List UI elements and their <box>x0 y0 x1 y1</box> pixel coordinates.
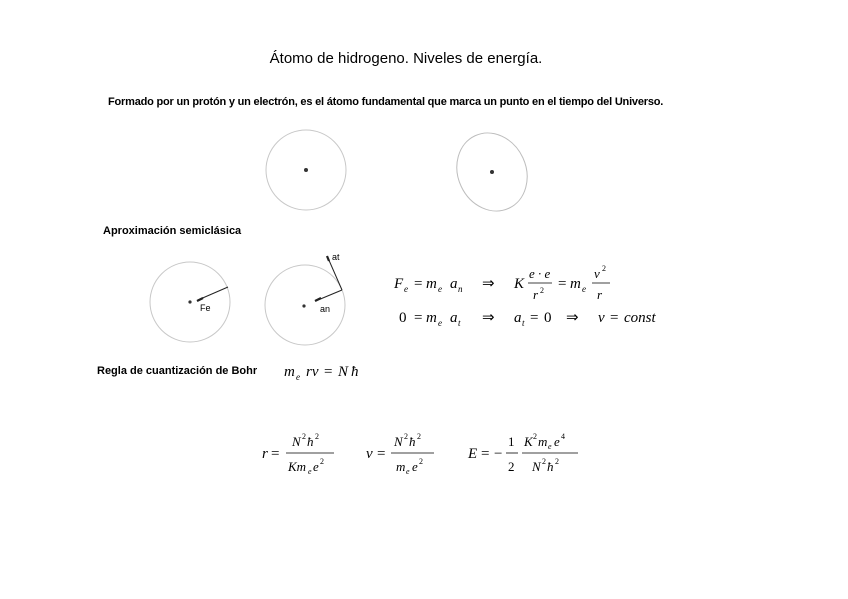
svg-text:2: 2 <box>417 432 421 441</box>
svg-text:a: a <box>450 276 458 292</box>
svg-text:N: N <box>394 434 403 449</box>
svg-text:e: e <box>406 467 410 476</box>
svg-text:=: = <box>481 446 490 462</box>
svg-text:m: m <box>538 434 548 449</box>
section-semiclassical: Aproximación semiclásica <box>103 225 242 237</box>
intro-text: Formado por un protón y un electrón, es el átomo fundamental que marca un punto en el tiempo del Universo. <box>108 96 664 108</box>
svg-text:e · e: e · e <box>529 266 551 281</box>
force-arrow <box>197 298 203 301</box>
svg-text:a: a <box>514 310 522 326</box>
svg-text:⇒: ⇒ <box>482 310 495 326</box>
normal-accel-vector <box>318 290 342 300</box>
svg-text:v: v <box>598 310 605 326</box>
label-tangential-accel: at <box>332 252 340 262</box>
svg-text:t: t <box>458 318 461 328</box>
nucleus-dot <box>304 168 308 172</box>
svg-text:t: t <box>522 318 525 328</box>
svg-text:K: K <box>524 434 533 449</box>
svg-text:1: 1 <box>508 434 515 449</box>
svg-text:2: 2 <box>508 459 515 474</box>
svg-text:e: e <box>438 318 442 328</box>
section-bohr: Regla de cuantización de Bohr <box>97 365 258 377</box>
equation-newton-radial <box>393 264 610 302</box>
svg-text:a: a <box>450 310 458 326</box>
normal-accel-arrowhead <box>315 298 321 301</box>
page-title: Átomo de hidrogeno. Niveles de energía. <box>269 50 543 67</box>
equation-radius <box>262 432 334 476</box>
svg-text:=: = <box>530 310 539 326</box>
svg-text:=: = <box>414 310 423 326</box>
svg-text:=: = <box>610 310 619 326</box>
svg-text:e: e <box>438 284 442 294</box>
svg-text:=: = <box>324 364 333 380</box>
svg-text:v: v <box>366 446 373 462</box>
svg-text:Km: Km <box>288 459 307 474</box>
svg-text:m: m <box>284 364 295 380</box>
svg-text:e: e <box>296 372 300 382</box>
svg-text:ħ: ħ <box>409 434 416 449</box>
equation-velocity <box>366 432 434 476</box>
svg-text:2: 2 <box>302 432 306 441</box>
svg-text:−: − <box>494 446 503 462</box>
svg-text:m: m <box>426 276 437 292</box>
svg-text:2: 2 <box>320 457 324 466</box>
equation-bohr-rule <box>284 364 359 382</box>
svg-text:0: 0 <box>399 310 407 326</box>
svg-text:e: e <box>404 284 408 294</box>
svg-text:2: 2 <box>540 286 544 295</box>
svg-text:e: e <box>412 459 418 474</box>
svg-text:4: 4 <box>561 432 565 441</box>
equation-energy <box>467 432 578 474</box>
svg-text:2: 2 <box>315 432 319 441</box>
svg-text:F: F <box>394 276 404 292</box>
nucleus-dot <box>302 304 305 307</box>
svg-text:=: = <box>558 276 567 292</box>
label-normal-accel: an <box>320 304 331 314</box>
svg-text:2: 2 <box>555 457 559 466</box>
svg-text:ħ: ħ <box>307 434 314 449</box>
svg-text:2: 2 <box>533 432 537 441</box>
svg-text:ħ: ħ <box>547 459 554 474</box>
svg-text:e: e <box>554 434 560 449</box>
svg-text:const: const <box>624 310 656 326</box>
svg-text:⇒: ⇒ <box>482 276 495 292</box>
svg-text:2: 2 <box>602 264 606 273</box>
svg-text:v: v <box>594 266 600 281</box>
svg-text:2: 2 <box>404 432 408 441</box>
svg-text:r: r <box>262 446 268 462</box>
svg-text:N: N <box>532 459 541 474</box>
svg-text:e: e <box>548 442 552 451</box>
svg-text:0: 0 <box>544 310 552 326</box>
tangential-accel-arrowhead <box>327 256 329 261</box>
svg-text:K: K <box>514 276 525 292</box>
svg-text:r: r <box>597 287 603 302</box>
equation-newton-tangential <box>399 310 656 328</box>
svg-text:m: m <box>396 459 406 474</box>
svg-text:E: E <box>468 446 478 462</box>
svg-text:=: = <box>377 446 386 462</box>
svg-text:e: e <box>313 459 319 474</box>
svg-text:m: m <box>570 276 581 292</box>
label-force: Fe <box>200 303 211 313</box>
svg-text:ħ: ħ <box>351 364 359 380</box>
svg-text:rv: rv <box>306 364 319 380</box>
svg-text:n: n <box>458 284 463 294</box>
svg-text:2: 2 <box>419 457 423 466</box>
svg-text:N: N <box>292 434 301 449</box>
svg-text:2: 2 <box>542 457 546 466</box>
svg-text:=: = <box>414 276 423 292</box>
svg-text:e: e <box>582 284 586 294</box>
svg-text:r: r <box>533 287 539 302</box>
svg-text:m: m <box>426 310 437 326</box>
svg-text:e: e <box>308 467 312 476</box>
svg-text:=: = <box>271 446 280 462</box>
nucleus-dot <box>188 300 191 303</box>
svg-text:⇒: ⇒ <box>566 310 579 326</box>
nucleus-dot <box>490 170 494 174</box>
svg-text:N: N <box>338 364 349 380</box>
